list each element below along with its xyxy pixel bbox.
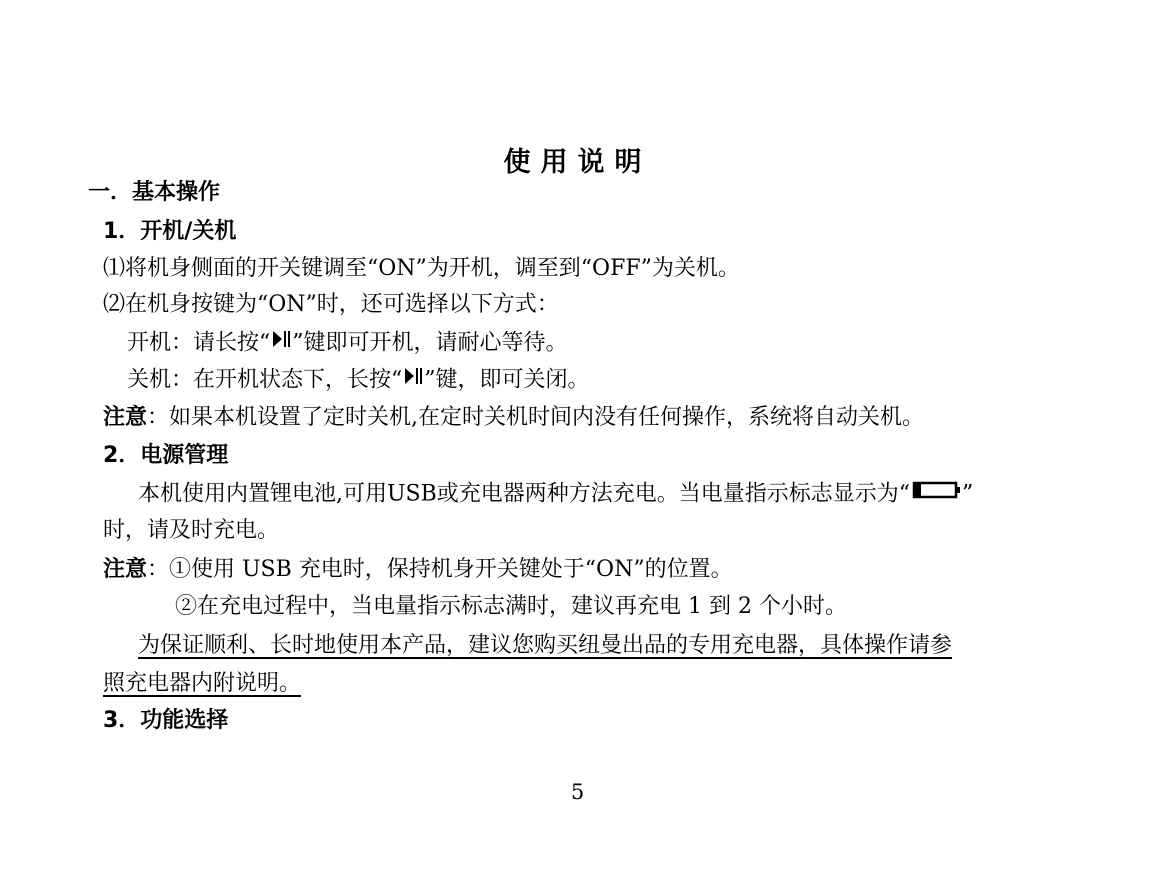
power-off-text-post: ”键，即可关闭。: [424, 367, 590, 393]
low-battery-icon: [910, 479, 962, 510]
note-text: ：如果本机设置了定时关机,在定时关机时间内没有任何操作，系统将自动关机。: [147, 405, 925, 430]
charger-recommendation: 为保证顺利、长时地使用本产品，建议您购买纽曼出品的专用充电器，具体操作请参: [138, 633, 953, 658]
auto-shutdown-note: [103, 403, 924, 433]
charging-note-1-text: ：①使用 USB 充电时，保持机身开关键处于“ON”的位置。: [147, 557, 733, 582]
play-pause-icon: [270, 328, 292, 359]
note-label: 注意: [103, 405, 148, 430]
note-label: 注意: [103, 557, 148, 582]
battery-text-post: ”: [962, 481, 974, 507]
battery-text-pre: 本机使用内置锂电池,可用USB或充电器两种方法充电。当电量指示标志显示为“: [138, 481, 911, 507]
power-on-text-pre: 开机：请长按“: [127, 330, 271, 356]
power-on-instruction: [127, 328, 568, 359]
charger-recommendation-continued: 照充电器内附说明。: [103, 671, 302, 696]
power-off-instruction: [127, 365, 590, 396]
play-pause-icon: [402, 365, 424, 396]
battery-paragraph: [138, 479, 973, 510]
page-title: 使用说明: [503, 147, 652, 178]
power-item-2: ⑵在机身按键为“ON”时，还可选择以下方式：: [103, 292, 559, 317]
subheading-power-on-off: 1．开机/关机: [103, 219, 237, 244]
charging-note-2: ②在充电过程中，当电量指示标志满时，建议再充电 1 到 2 个小时。: [175, 594, 847, 619]
charging-note-1: [103, 555, 733, 585]
power-item-1: ⑴将机身侧面的开关键调至“ON”为开机，调至到“OFF”为关机。: [103, 256, 740, 281]
battery-paragraph-continued: 时，请及时充电。: [103, 518, 280, 543]
power-on-text-post: ”键即可开机，请耐心等待。: [292, 330, 568, 356]
subheading-function-select: 3．功能选择: [103, 708, 229, 733]
section-heading-basic-operation: 一．基本操作: [88, 180, 221, 205]
power-off-text-pre: 关机：在开机状态下，长按“: [127, 367, 403, 393]
page-number: 5: [570, 780, 585, 804]
subheading-power-management: 2．电源管理: [103, 443, 229, 468]
